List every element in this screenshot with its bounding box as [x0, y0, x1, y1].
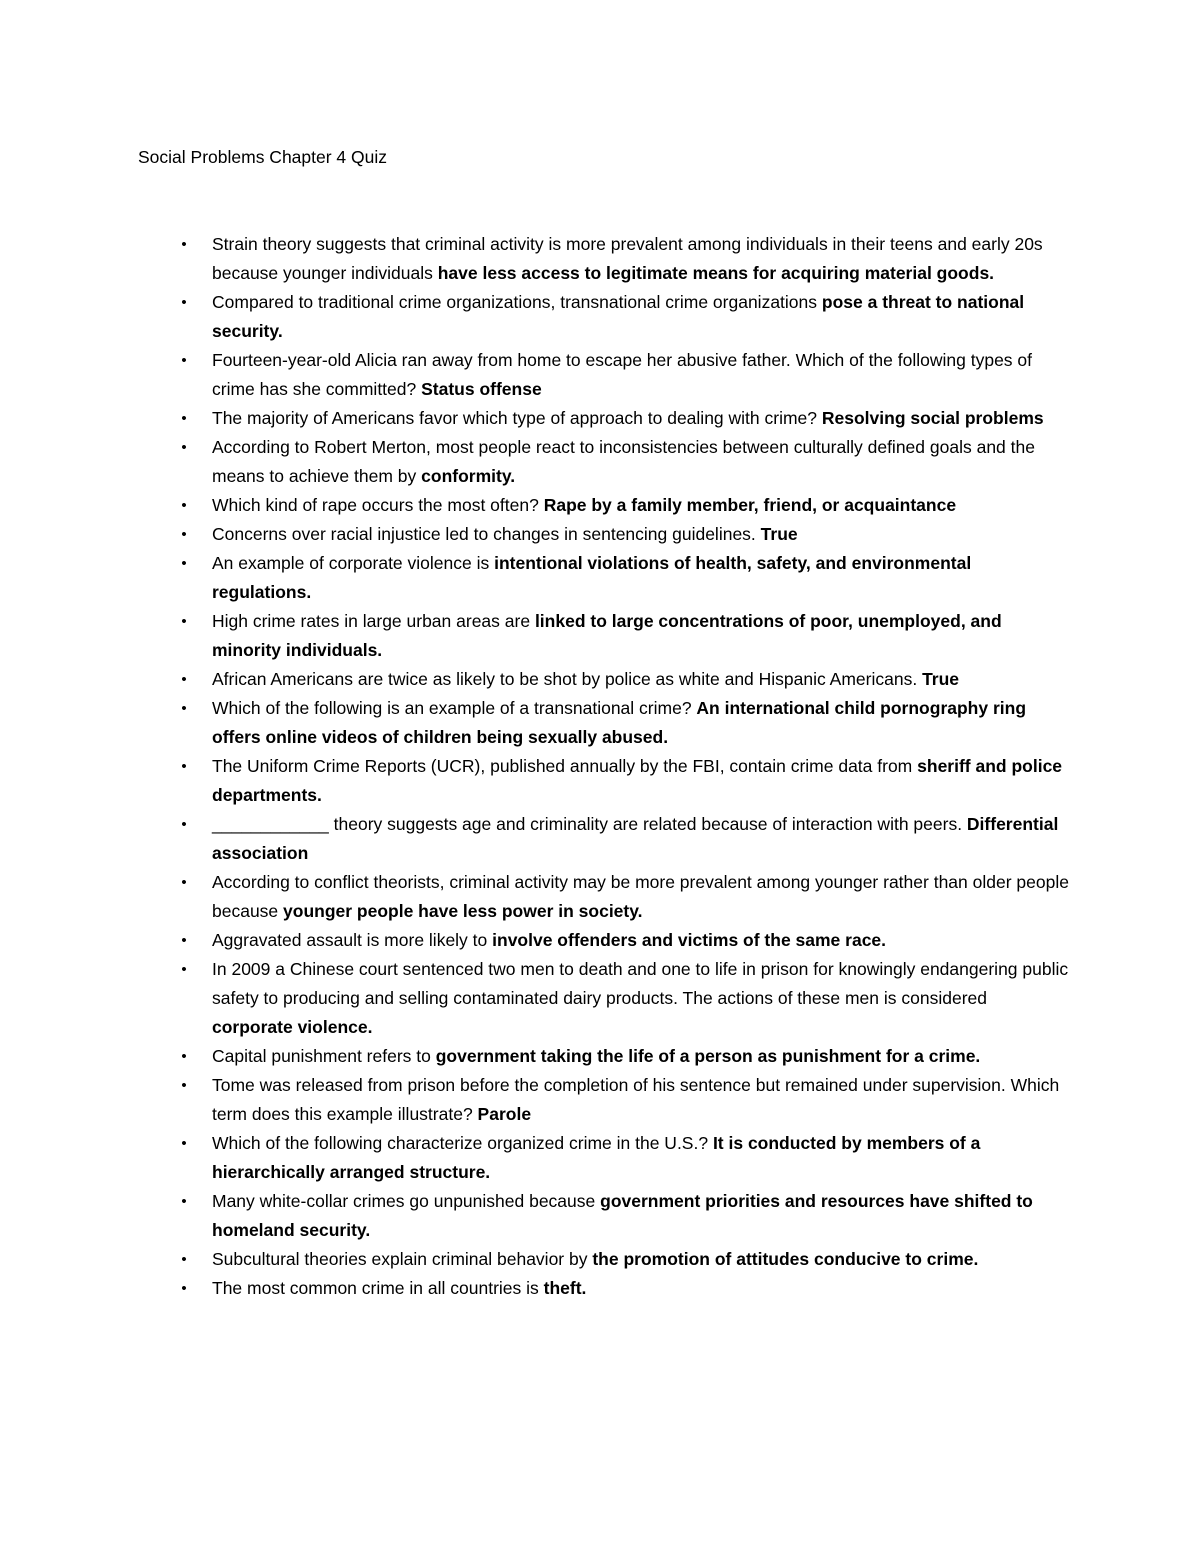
answer-text: have less access to legitimate means for acquiring material goods.: [437, 263, 995, 283]
question-text: The majority of Americans favor which type of approach to dealing with crime?: [212, 408, 822, 428]
quiz-answer-list: [181, 230, 1070, 1303]
question-text: Which of the following characterize organized crime in the U.S.?: [212, 1133, 713, 1153]
answer-text: intentional violations of health, safety, and environmental regulations.: [212, 553, 972, 602]
answer-text: Differential association: [212, 814, 1059, 863]
answer-text: younger people have less power in society.: [283, 901, 643, 921]
bullet-icon: •: [181, 294, 187, 311]
bullet-icon: •: [181, 758, 187, 775]
question-text: Capital punishment refers to: [212, 1046, 436, 1066]
bullet-icon: •: [181, 1280, 187, 1297]
answer-text: conformity.: [421, 466, 516, 486]
list-item: [181, 1071, 1070, 1129]
question-text: According to Robert Merton, most people react to inconsistencies between culturally defined goals and the means to achieve them by: [212, 437, 1035, 486]
bullet-icon: •: [181, 410, 187, 427]
list-item: [181, 230, 1070, 288]
list-item: [181, 1042, 1070, 1071]
list-item: [181, 346, 1070, 404]
answer-text: theft.: [543, 1278, 587, 1298]
bullet-icon: •: [181, 1251, 187, 1268]
list-item: [181, 491, 1070, 520]
list-item: [181, 520, 1070, 549]
list-item: [181, 1245, 1070, 1274]
answer-text: government priorities and resources have shifted to homeland security.: [212, 1191, 1033, 1240]
list-item: [181, 955, 1070, 1042]
bullet-icon: •: [181, 961, 187, 978]
document-title: Social Problems Chapter 4 Quiz: [138, 147, 387, 167]
question-text: Strain theory suggests that criminal activity is more prevalent among individuals in their teens and early 20s because younger individuals: [212, 234, 1043, 283]
list-item: [181, 607, 1070, 665]
answer-text: sheriff and police departments.: [212, 756, 1063, 805]
question-text: Which of the following is an example of a transnational crime?: [212, 698, 697, 718]
bullet-icon: •: [181, 700, 187, 717]
question-text: The most common crime in all countries is: [212, 1278, 544, 1298]
answer-text: It is conducted by members of a hierarchically arranged structure.: [212, 1133, 981, 1182]
bullet-icon: •: [181, 526, 187, 543]
answer-text: An international child pornography ring offers online videos of children being sexually abused.: [212, 698, 1027, 747]
question-text: Subcultural theories explain criminal behavior by: [212, 1249, 593, 1269]
list-item: [181, 694, 1070, 752]
question-text: Many white-collar crimes go unpunished because: [212, 1191, 601, 1211]
list-item: [181, 665, 1070, 694]
answer-text: Parole: [477, 1104, 532, 1124]
list-item: [181, 810, 1070, 868]
bullet-icon: •: [181, 1048, 187, 1065]
bullet-icon: •: [181, 555, 187, 572]
question-text: Concerns over racial injustice led to changes in sentencing guidelines.: [212, 524, 761, 544]
question-text: In 2009 a Chinese court sentenced two men to death and one to life in prison for knowingly endangering public safety to producing and selling contaminated dairy products. The actions of these men is considered: [212, 959, 1069, 1008]
answer-text: involve offenders and victims of the same race.: [492, 930, 887, 950]
question-text: Aggravated assault is more likely to: [212, 930, 493, 950]
question-text: Compared to traditional crime organizations, transnational crime organizations: [212, 292, 822, 312]
question-text: Which kind of rape occurs the most often?: [212, 495, 544, 515]
bullet-icon: •: [181, 1135, 187, 1152]
question-text: High crime rates in large urban areas are: [212, 611, 535, 631]
bullet-icon: •: [181, 352, 187, 369]
answer-text: government taking the life of a person as punishment for a crime.: [435, 1046, 981, 1066]
list-item: [181, 549, 1070, 607]
answer-text: Status offense: [421, 379, 542, 399]
bullet-icon: •: [181, 236, 187, 253]
bullet-icon: •: [181, 613, 187, 630]
question-text: ____________ theory suggests age and criminality are related because of interaction with peers.: [212, 814, 967, 834]
question-text: The Uniform Crime Reports (UCR), published annually by the FBI, contain crime data from: [212, 756, 918, 776]
answer-text: corporate violence.: [212, 1017, 373, 1037]
bullet-icon: •: [181, 932, 187, 949]
answer-text: Resolving social problems: [821, 408, 1044, 428]
question-text: Fourteen-year-old Alicia ran away from home to escape her abusive father. Which of the following types of crime has she committed?: [212, 350, 1033, 399]
list-item: [181, 752, 1070, 810]
question-text: African Americans are twice as likely to be shot by police as white and Hispanic Americans.: [212, 669, 923, 689]
answer-text: True: [760, 524, 798, 544]
bullet-icon: •: [181, 497, 187, 514]
bullet-icon: •: [181, 816, 187, 833]
list-item: [181, 404, 1070, 433]
bullet-icon: •: [181, 1077, 187, 1094]
question-text: Tome was released from prison before the completion of his sentence but remained under supervision. Which term does this example illustrate?: [212, 1075, 1060, 1124]
list-item: [181, 1187, 1070, 1245]
question-text: An example of corporate violence is: [212, 553, 495, 573]
list-item: [181, 868, 1070, 926]
list-item: [181, 433, 1070, 491]
question-text: According to conflict theorists, criminal activity may be more prevalent among younger rather than older people because: [212, 872, 1069, 921]
answer-text: Rape by a family member, friend, or acquaintance: [543, 495, 957, 515]
list-item: [181, 926, 1070, 955]
list-item: [181, 1129, 1070, 1187]
answer-text: True: [922, 669, 960, 689]
list-item: [181, 288, 1070, 346]
list-item: [181, 1274, 1070, 1303]
answer-text: linked to large concentrations of poor, unemployed, and minority individuals.: [212, 611, 1002, 660]
answer-text: the promotion of attitudes conducive to crime.: [592, 1249, 979, 1269]
answer-text: pose a threat to national security.: [212, 292, 1025, 341]
bullet-icon: •: [181, 874, 187, 891]
bullet-icon: •: [181, 439, 187, 456]
bullet-icon: •: [181, 671, 187, 688]
bullet-icon: •: [181, 1193, 187, 1210]
